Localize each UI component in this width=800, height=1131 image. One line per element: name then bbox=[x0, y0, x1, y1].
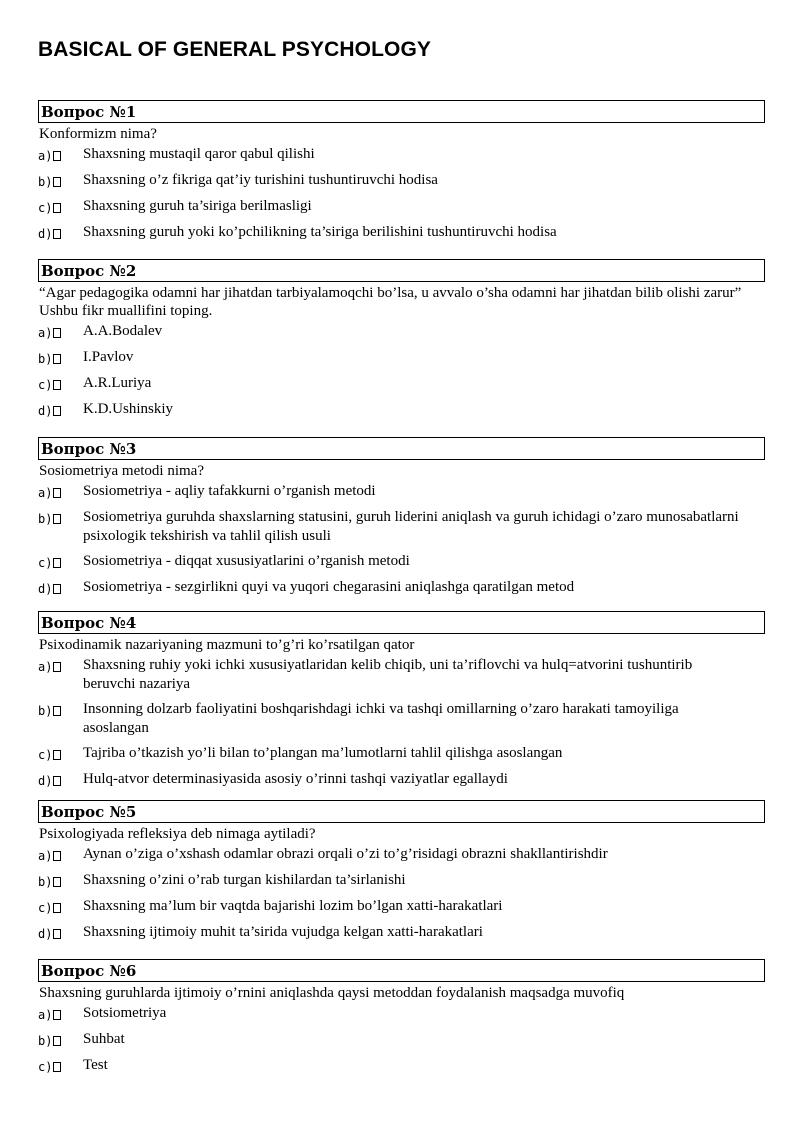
option-letter: c) bbox=[38, 201, 53, 215]
option-text: Sosiometriya - aqliy tafakkurni o’rganish metodi bbox=[83, 483, 376, 499]
checkbox-icon[interactable] bbox=[53, 903, 61, 913]
checkbox-icon[interactable] bbox=[53, 1062, 61, 1072]
question-3 bbox=[38, 437, 765, 604]
option-c[interactable] bbox=[38, 897, 765, 917]
option-letter: c) bbox=[38, 378, 53, 392]
option-letter: c) bbox=[38, 901, 53, 915]
options-list bbox=[38, 482, 765, 598]
checkbox-icon[interactable] bbox=[53, 851, 61, 861]
option-d[interactable] bbox=[38, 400, 765, 420]
option-letter: c) bbox=[38, 748, 53, 762]
checkbox-icon[interactable] bbox=[53, 558, 61, 568]
checkbox-icon[interactable] bbox=[53, 706, 61, 716]
option-letter: c) bbox=[38, 1060, 53, 1074]
option-c[interactable] bbox=[38, 552, 765, 572]
option-text: Shaxsning ma’lum bir vaqtda bajarishi lozim bo’lgan xatti-harakatlari bbox=[83, 898, 503, 914]
option-text: A.A.Bodalev bbox=[83, 323, 163, 339]
checkbox-icon[interactable] bbox=[53, 380, 61, 390]
checkbox-icon[interactable] bbox=[53, 354, 61, 364]
question-4 bbox=[38, 611, 765, 796]
option-text: Shaxsning ijtimoiy muhit ta’sirida vujudga kelgan xatti-harakatlari bbox=[83, 924, 483, 940]
question-header: Вопрос №3 bbox=[38, 437, 765, 460]
option-text: A.R.Luriya bbox=[83, 375, 152, 391]
option-d[interactable] bbox=[38, 770, 765, 790]
option-letter: b) bbox=[38, 175, 53, 189]
options-list bbox=[38, 322, 765, 420]
option-b[interactable] bbox=[38, 171, 765, 191]
question-text: Sosiometriya metodi nima? bbox=[39, 463, 204, 479]
option-letter: b) bbox=[38, 1034, 53, 1048]
option-a[interactable] bbox=[38, 482, 765, 502]
option-text: Shaxsning guruh yoki ko’pchilikning ta’siriga berilishini tushuntiruvchi hodisa bbox=[83, 224, 557, 240]
option-a[interactable] bbox=[38, 1004, 765, 1024]
question-header: Вопрос №4 bbox=[38, 611, 765, 634]
question-text: Konformizm nima? bbox=[39, 126, 157, 142]
option-text: Shaxsning o’zini o’rab turgan kishilardan ta’sirlanishi bbox=[83, 872, 406, 888]
option-text: Aynan o’ziga o’xshash odamlar obrazi orqali o’zi to’g’risidagi obrazni shakllantirishdir bbox=[83, 846, 608, 862]
option-letter: d) bbox=[38, 582, 53, 596]
option-letter: a) bbox=[38, 1008, 53, 1022]
question-2 bbox=[38, 259, 765, 426]
option-b[interactable] bbox=[38, 1030, 765, 1050]
question-header: Вопрос №2 bbox=[38, 259, 765, 282]
option-text: I.Pavlov bbox=[83, 349, 134, 365]
checkbox-icon[interactable] bbox=[53, 229, 61, 239]
option-d[interactable] bbox=[38, 923, 765, 943]
question-header: Вопрос №6 bbox=[38, 959, 765, 982]
checkbox-icon[interactable] bbox=[53, 750, 61, 760]
option-letter: d) bbox=[38, 774, 53, 788]
option-letter: b) bbox=[38, 875, 53, 889]
option-d[interactable] bbox=[38, 223, 765, 243]
question-1 bbox=[38, 100, 765, 249]
checkbox-icon[interactable] bbox=[53, 1036, 61, 1046]
option-b[interactable] bbox=[38, 508, 765, 546]
question-text: Psixologiyada refleksiya deb nimaga aytiladi? bbox=[39, 826, 316, 842]
checkbox-icon[interactable] bbox=[53, 877, 61, 887]
question-6 bbox=[38, 959, 765, 1082]
option-a[interactable] bbox=[38, 656, 765, 694]
checkbox-icon[interactable] bbox=[53, 406, 61, 416]
option-a[interactable] bbox=[38, 845, 765, 865]
question-text: “Agar pedagogika odamni har jihatdan tarbiyalamoqchi bo’lsa, u avvalo o’sha odamni har jihatdan bilib olishi zarur” Ushbu fikr muallifini toping. bbox=[39, 285, 742, 319]
checkbox-icon[interactable] bbox=[53, 584, 61, 594]
checkbox-icon[interactable] bbox=[53, 328, 61, 338]
option-b[interactable] bbox=[38, 871, 765, 891]
option-c[interactable] bbox=[38, 744, 765, 764]
option-a[interactable] bbox=[38, 322, 765, 342]
option-letter: a) bbox=[38, 149, 53, 163]
option-text: Suhbat bbox=[83, 1031, 125, 1047]
question-5 bbox=[38, 800, 765, 949]
options-list bbox=[38, 845, 765, 943]
option-letter: b) bbox=[38, 352, 53, 366]
option-text: K.D.Ushinskiy bbox=[83, 401, 174, 417]
option-text: Shaxsning guruh ta’siriga berilmasligi bbox=[83, 198, 312, 214]
option-text: Shaxsning mustaqil qaror qabul qilishi bbox=[83, 146, 315, 162]
option-text: Sosiometriya - diqqat xususiyatlarini o’rganish metodi bbox=[83, 553, 410, 569]
option-letter: a) bbox=[38, 849, 53, 863]
option-text: Insonning dolzarb faoliyatini boshqarishdagi ichki va tashqi omillarning o’zaro harakati tamoyiliga asoslangan bbox=[83, 701, 679, 736]
checkbox-icon[interactable] bbox=[53, 151, 61, 161]
option-b[interactable] bbox=[38, 348, 765, 368]
option-c[interactable] bbox=[38, 374, 765, 394]
checkbox-icon[interactable] bbox=[53, 488, 61, 498]
options-list bbox=[38, 145, 765, 243]
question-header: Вопрос №1 bbox=[38, 100, 765, 123]
option-a[interactable] bbox=[38, 145, 765, 165]
option-letter: a) bbox=[38, 486, 53, 500]
option-letter: d) bbox=[38, 227, 53, 241]
checkbox-icon[interactable] bbox=[53, 776, 61, 786]
question-header: Вопрос №5 bbox=[38, 800, 765, 823]
option-letter: a) bbox=[38, 326, 53, 340]
option-letter: d) bbox=[38, 927, 53, 941]
checkbox-icon[interactable] bbox=[53, 203, 61, 213]
option-text: Sosiometriya guruhda shaxslarning statusini, guruh liderini aniqlash va guruh ichidagi o’zaro munosabatlarni psixologik tekshirish va tahlil qilish usuli bbox=[83, 509, 739, 544]
checkbox-icon[interactable] bbox=[53, 929, 61, 939]
checkbox-icon[interactable] bbox=[53, 177, 61, 187]
question-text: Shaxsning guruhlarda ijtimoiy o’rnini aniqlashda qaysi metoddan foydalanish maqsadga muvofiq bbox=[39, 985, 625, 1001]
checkbox-icon[interactable] bbox=[53, 1010, 61, 1020]
options-list bbox=[38, 656, 765, 790]
option-b[interactable] bbox=[38, 700, 765, 738]
option-text: Sosiometriya - sezgirlikni quyi va yuqori chegarasini aniqlashga qaratilgan metod bbox=[83, 579, 575, 595]
option-text: Hulq-atvor determinasiyasida asosiy o’rinni tashqi vaziyatlar egallaydi bbox=[83, 771, 508, 787]
option-text: Sotsiometriya bbox=[83, 1005, 167, 1021]
option-c[interactable] bbox=[38, 1056, 765, 1076]
option-text: Shaxsning o’z fikriga qat’iy turishini tushuntiruvchi hodisa bbox=[83, 172, 438, 188]
option-c[interactable] bbox=[38, 197, 765, 217]
option-text: Tajriba o’tkazish yo’li bilan to’plangan ma’lumotlarni tahlil qilishga asoslangan bbox=[83, 745, 563, 761]
option-letter: a) bbox=[38, 660, 53, 674]
question-text: Psixodinamik nazariyaning mazmuni to’g’ri ko’rsatilgan qator bbox=[39, 637, 415, 653]
option-letter: b) bbox=[38, 704, 53, 718]
option-letter: b) bbox=[38, 512, 53, 526]
checkbox-icon[interactable] bbox=[53, 662, 61, 672]
option-text: Test bbox=[83, 1057, 108, 1073]
option-letter: c) bbox=[38, 556, 53, 570]
option-text: Shaxsning ruhiy yoki ichki xususiyatlaridan kelib chiqib, uni ta’riflovchi va hulq=atvorini tushuntirib beruvchi nazariya bbox=[83, 657, 693, 692]
document-title: BASICAL OF GENERAL PSYCHOLOGY bbox=[38, 38, 431, 61]
options-list bbox=[38, 1004, 765, 1076]
checkbox-icon[interactable] bbox=[53, 514, 61, 524]
option-letter: d) bbox=[38, 404, 53, 418]
option-d[interactable] bbox=[38, 578, 765, 598]
